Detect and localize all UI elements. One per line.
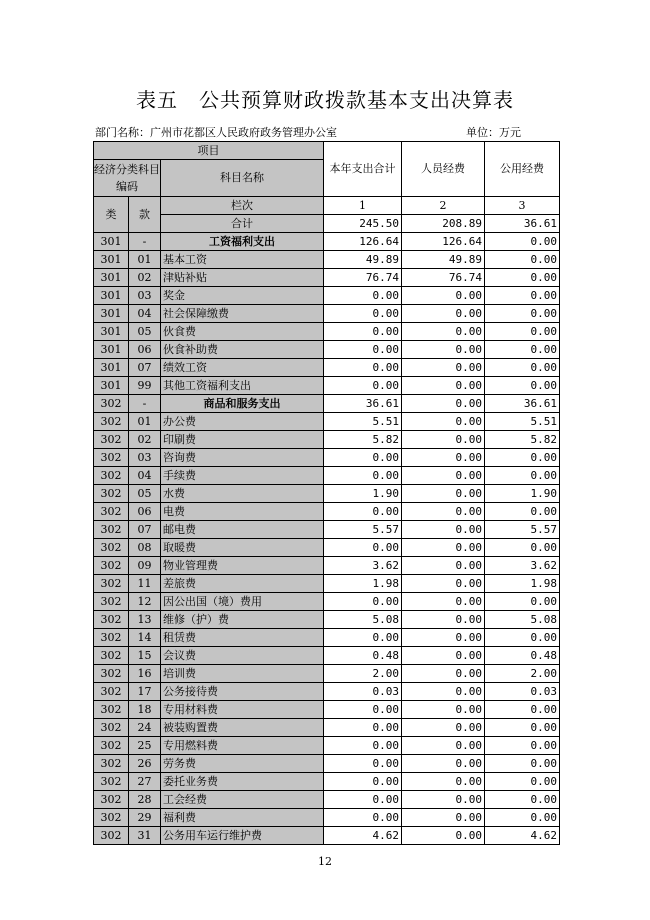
row-public: 5.51 [485,413,560,431]
header-col-public: 公用经费 [485,142,560,197]
row-subject-name: 水费 [161,485,324,503]
row-public: 0.00 [485,467,560,485]
row-subject-name: 绩效工资 [161,359,324,377]
sum-label: 合计 [161,215,324,233]
row-class-code: 301 [94,287,129,305]
row-personnel: 0.00 [402,755,485,773]
row-personnel: 0.00 [402,809,485,827]
table-row [94,341,560,359]
row-total: 0.00 [324,539,402,557]
row-item-code: - [129,233,161,251]
row-total: 0.00 [324,809,402,827]
row-personnel: 0.00 [402,323,485,341]
row-item-code: 05 [129,485,161,503]
table-row [94,647,560,665]
row-class-code: 302 [94,665,129,683]
row-class-code: 302 [94,629,129,647]
row-item-code: 09 [129,557,161,575]
header-idx-1: 1 [324,197,402,215]
sum-public: 36.61 [485,215,560,233]
row-item-code: 02 [129,431,161,449]
row-total: 5.57 [324,521,402,539]
row-item-code: 27 [129,773,161,791]
row-public: 0.00 [485,269,560,287]
row-class-code: 302 [94,449,129,467]
row-subject-name: 租赁费 [161,629,324,647]
row-personnel: 0.00 [402,431,485,449]
sum-personnel: 208.89 [402,215,485,233]
row-class-code: 302 [94,521,129,539]
table-row [94,791,560,809]
header-idx-2: 2 [402,197,485,215]
table-row [94,251,560,269]
header-project: 项目 [94,142,324,160]
row-class-code: 301 [94,377,129,395]
row-public: 0.00 [485,305,560,323]
header-col-total: 本年支出合计 [324,142,402,197]
row-personnel: 0.00 [402,827,485,845]
row-personnel: 0.00 [402,467,485,485]
row-subject-name: 因公出国（境）费用 [161,593,324,611]
row-public: 1.90 [485,485,560,503]
row-class-code: 302 [94,503,129,521]
row-class-code: 302 [94,683,129,701]
row-personnel: 0.00 [402,665,485,683]
page-title: 表五 公共预算财政拨款基本支出决算表 [136,88,514,112]
row-total: 36.61 [324,395,402,413]
row-class-code: 302 [94,755,129,773]
unit-label: 单位：万元 [466,126,521,139]
row-subject-name: 取暖费 [161,539,324,557]
row-personnel: 126.64 [402,233,485,251]
row-class-code: 301 [94,323,129,341]
row-public: 3.62 [485,557,560,575]
row-personnel: 0.00 [402,287,485,305]
row-personnel: 0.00 [402,377,485,395]
page-number: 12 [318,855,332,868]
row-total: 0.00 [324,755,402,773]
row-public: 0.00 [485,593,560,611]
table-row [94,377,560,395]
sum-total: 245.50 [324,215,402,233]
row-subject-name: 电费 [161,503,324,521]
row-subject-name: 奖金 [161,287,324,305]
row-subject-name: 福利费 [161,809,324,827]
row-total: 5.08 [324,611,402,629]
row-class-code: 301 [94,251,129,269]
table-row [94,539,560,557]
row-public: 0.00 [485,449,560,467]
table-row [94,467,560,485]
header-class: 类 [94,197,129,233]
row-public: 5.08 [485,611,560,629]
row-total: 49.89 [324,251,402,269]
row-class-code: 302 [94,485,129,503]
row-personnel: 0.00 [402,611,485,629]
row-personnel: 0.00 [402,521,485,539]
row-public: 36.61 [485,395,560,413]
row-public: 0.00 [485,773,560,791]
table-row [94,503,560,521]
row-public: 0.00 [485,737,560,755]
row-item-code: 02 [129,269,161,287]
row-personnel: 0.00 [402,449,485,467]
row-total: 0.00 [324,503,402,521]
row-item-code: 01 [129,413,161,431]
row-item-code: 15 [129,647,161,665]
row-public: 0.00 [485,791,560,809]
header-column-index: 栏次 [161,197,324,215]
row-public: 0.00 [485,287,560,305]
row-class-code: 302 [94,395,129,413]
row-subject-name: 咨询费 [161,449,324,467]
row-subject-name: 专用燃料费 [161,737,324,755]
expenditure-table [93,141,560,845]
row-subject-name: 委托业务费 [161,773,324,791]
table-row [94,269,560,287]
row-total: 0.00 [324,323,402,341]
row-subject-name: 津贴补贴 [161,269,324,287]
row-class-code: 302 [94,647,129,665]
header-col-personnel: 人员经费 [402,142,485,197]
row-personnel: 0.00 [402,701,485,719]
row-item-code: 05 [129,323,161,341]
row-item-code: 99 [129,377,161,395]
row-subject-name: 伙食补助费 [161,341,324,359]
row-item-code: 26 [129,755,161,773]
table-row [94,305,560,323]
table-row [94,233,560,251]
row-public: 0.00 [485,719,560,737]
row-public: 0.00 [485,755,560,773]
row-personnel: 0.00 [402,683,485,701]
row-item-code: 06 [129,341,161,359]
row-total: 126.64 [324,233,402,251]
row-total: 0.03 [324,683,402,701]
row-subject-name: 培训费 [161,665,324,683]
row-public: 0.00 [485,539,560,557]
table-row [94,287,560,305]
row-item-code: 31 [129,827,161,845]
row-item-code: 03 [129,287,161,305]
table-row [94,665,560,683]
row-item-code: 29 [129,809,161,827]
row-personnel: 0.00 [402,539,485,557]
row-item-code: 28 [129,791,161,809]
row-subject-name: 工会经费 [161,791,324,809]
table-row [94,701,560,719]
row-item-code: 07 [129,359,161,377]
row-personnel: 76.74 [402,269,485,287]
row-subject-name: 商品和服务支出 [161,395,324,413]
row-personnel: 0.00 [402,773,485,791]
row-subject-name: 邮电费 [161,521,324,539]
table-row [94,593,560,611]
table-row [94,323,560,341]
table-row [94,359,560,377]
row-personnel: 49.89 [402,251,485,269]
header-item: 款 [129,197,161,233]
row-total: 0.00 [324,593,402,611]
row-item-code: 01 [129,251,161,269]
row-personnel: 0.00 [402,629,485,647]
row-item-code: 03 [129,449,161,467]
row-public: 0.00 [485,251,560,269]
row-total: 0.00 [324,377,402,395]
row-personnel: 0.00 [402,593,485,611]
row-public: 5.82 [485,431,560,449]
row-class-code: 301 [94,269,129,287]
row-personnel: 0.00 [402,395,485,413]
row-subject-name: 公务接待费 [161,683,324,701]
row-total: 4.62 [324,827,402,845]
row-public: 0.00 [485,323,560,341]
row-total: 1.98 [324,575,402,593]
table-row [94,755,560,773]
row-subject-name: 其他工资福利支出 [161,377,324,395]
row-personnel: 0.00 [402,647,485,665]
row-item-code: 17 [129,683,161,701]
row-personnel: 0.00 [402,791,485,809]
row-total: 3.62 [324,557,402,575]
row-total: 0.00 [324,359,402,377]
header-econ-code: 经济分类科目编码 [94,160,161,197]
row-total: 0.00 [324,737,402,755]
row-total: 0.00 [324,791,402,809]
row-total: 0.00 [324,467,402,485]
row-subject-name: 物业管理费 [161,557,324,575]
row-total: 5.51 [324,413,402,431]
row-class-code: 302 [94,701,129,719]
row-item-code: 12 [129,593,161,611]
row-subject-name: 工资福利支出 [161,233,324,251]
row-personnel: 0.00 [402,575,485,593]
row-public: 2.00 [485,665,560,683]
row-total: 5.82 [324,431,402,449]
row-total: 0.00 [324,773,402,791]
row-subject-name: 印刷费 [161,431,324,449]
row-class-code: 302 [94,593,129,611]
row-class-code: 302 [94,719,129,737]
row-class-code: 301 [94,341,129,359]
row-public: 0.03 [485,683,560,701]
row-personnel: 0.00 [402,413,485,431]
row-total: 76.74 [324,269,402,287]
row-subject-name: 基本工资 [161,251,324,269]
row-personnel: 0.00 [402,719,485,737]
table-row [94,683,560,701]
row-item-code: 06 [129,503,161,521]
row-class-code: 302 [94,809,129,827]
row-subject-name: 被装购置费 [161,719,324,737]
table-row [94,431,560,449]
table-row [94,773,560,791]
row-personnel: 0.00 [402,305,485,323]
row-class-code: 302 [94,773,129,791]
row-item-code: 13 [129,611,161,629]
row-subject-name: 会议费 [161,647,324,665]
row-class-code: 301 [94,359,129,377]
row-subject-name: 伙食费 [161,323,324,341]
row-item-code: 08 [129,539,161,557]
row-public: 0.00 [485,341,560,359]
row-class-code: 302 [94,431,129,449]
row-total: 0.00 [324,701,402,719]
table-row [94,395,560,413]
table-row [94,827,560,845]
row-personnel: 0.00 [402,557,485,575]
row-total: 0.00 [324,341,402,359]
row-class-code: 302 [94,539,129,557]
row-subject-name: 劳务费 [161,755,324,773]
row-total: 0.00 [324,719,402,737]
department-label: 部门名称：广州市花都区人民政府政务管理办公室 [95,126,337,139]
row-total: 0.00 [324,449,402,467]
row-subject-name: 专用材料费 [161,701,324,719]
row-class-code: 301 [94,233,129,251]
row-public: 5.57 [485,521,560,539]
table-row [94,809,560,827]
row-class-code: 302 [94,791,129,809]
row-personnel: 0.00 [402,485,485,503]
row-class-code: 301 [94,305,129,323]
table-row [94,611,560,629]
row-total: 0.48 [324,647,402,665]
row-item-code: 25 [129,737,161,755]
row-total: 0.00 [324,629,402,647]
row-public: 4.62 [485,827,560,845]
table-row [94,737,560,755]
row-class-code: 302 [94,467,129,485]
row-public: 0.00 [485,359,560,377]
row-public: 0.00 [485,629,560,647]
row-personnel: 0.00 [402,359,485,377]
row-item-code: 07 [129,521,161,539]
row-subject-name: 手续费 [161,467,324,485]
row-item-code: 11 [129,575,161,593]
header-subject-name: 科目名称 [161,160,324,197]
row-personnel: 0.00 [402,737,485,755]
row-subject-name: 办公费 [161,413,324,431]
row-item-code: 16 [129,665,161,683]
row-public: 0.00 [485,377,560,395]
row-personnel: 0.00 [402,341,485,359]
row-public: 0.00 [485,503,560,521]
row-class-code: 302 [94,827,129,845]
row-subject-name: 公务用车运行维护费 [161,827,324,845]
table-row [94,719,560,737]
row-item-code: 14 [129,629,161,647]
row-item-code: 04 [129,305,161,323]
header-idx-3: 3 [485,197,560,215]
row-item-code: - [129,395,161,413]
row-total: 0.00 [324,305,402,323]
row-subject-name: 差旅费 [161,575,324,593]
table-row [94,521,560,539]
row-subject-name: 维修（护）费 [161,611,324,629]
row-total: 1.90 [324,485,402,503]
row-class-code: 302 [94,611,129,629]
row-personnel: 0.00 [402,503,485,521]
row-public: 0.00 [485,701,560,719]
row-public: 0.00 [485,233,560,251]
table-row [94,449,560,467]
table-row [94,629,560,647]
row-class-code: 302 [94,413,129,431]
table-row [94,575,560,593]
row-total: 0.00 [324,287,402,305]
row-public: 1.98 [485,575,560,593]
row-class-code: 302 [94,737,129,755]
row-class-code: 302 [94,575,129,593]
row-class-code: 302 [94,557,129,575]
row-item-code: 18 [129,701,161,719]
table-row [94,413,560,431]
row-public: 0.48 [485,647,560,665]
row-item-code: 24 [129,719,161,737]
table-row [94,557,560,575]
table-row [94,485,560,503]
row-public: 0.00 [485,809,560,827]
row-subject-name: 社会保障缴费 [161,305,324,323]
row-total: 2.00 [324,665,402,683]
row-item-code: 04 [129,467,161,485]
